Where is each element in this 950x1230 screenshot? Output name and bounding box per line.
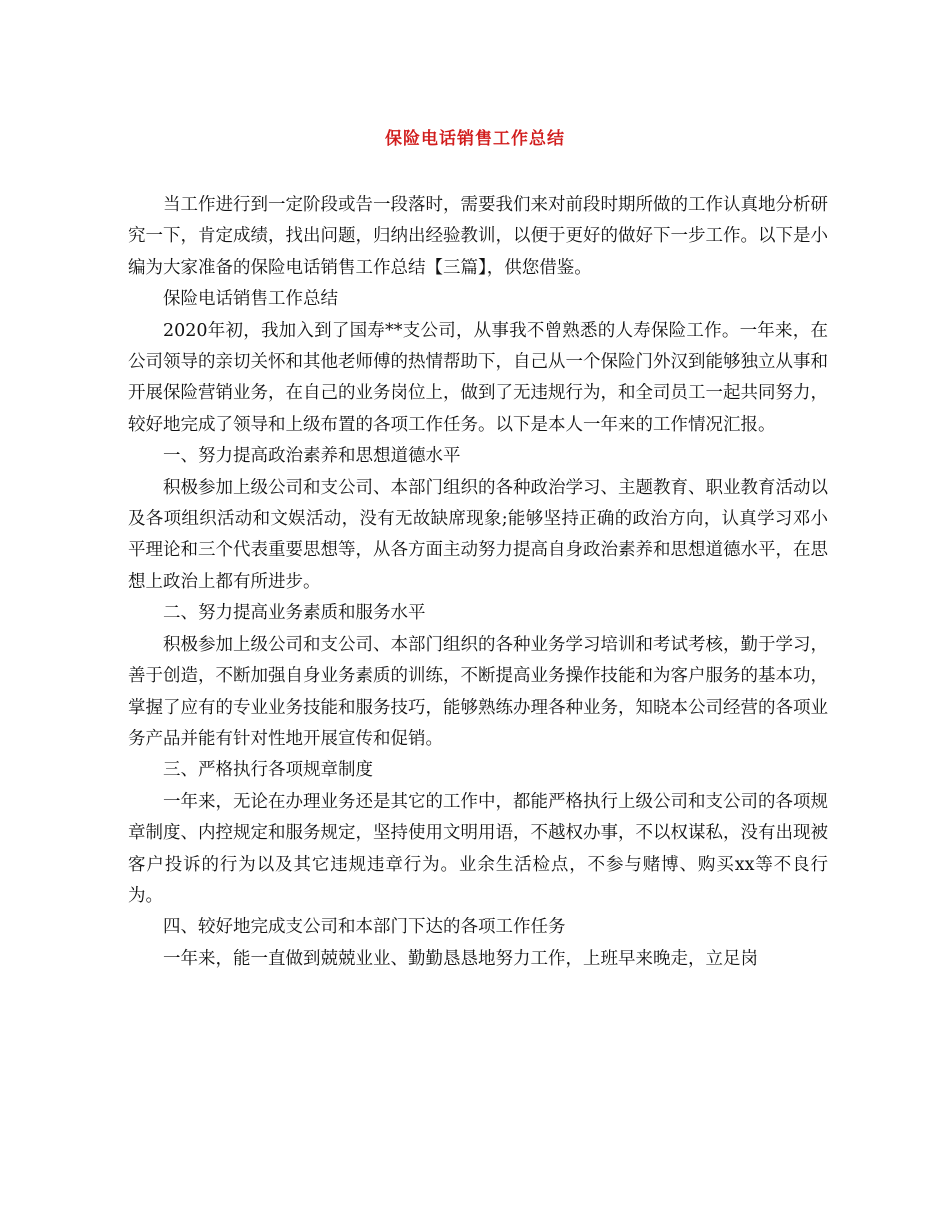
section-heading-4: 四、较好地完成支公司和本部门下达的各项工作任务 [163,917,566,938]
body-paragraph: 一年来，能一直做到兢兢业业、勤勤恳恳地努力工作，上班早来晚走，立足岗 [163,948,758,969]
section-heading-2: 二、努力提高业务素质和服务水平 [163,603,426,624]
body-paragraph: 2020年初，我加入到了国寿**支公司，从事我不曾熟悉的人寿保险工作。一年来，在公司领导的亲切关怀和其他老师傅的热情帮助下，自己从一个保险门外汉到能够独立从事和开展保险营销业务，在自己的业务岗位上，做到了无违规行为，和全司员工一起共同努力，较好地完成了领导和上级布置的各项工作任务。以下是本人一年来的工作情况汇报。 [128,320,828,435]
document-body [128,190,828,975]
intro-paragraph: 当工作进行到一定阶段或告一段落时，需要我们来对前段时期所做的工作认真地分析研究一下，肯定成绩，找出问题，归纳出经验教训，以便于更好的做好下一步工作。以下是小编为大家准备的保险电话销售工作总结【三篇】，供您借鉴。 [128,195,828,278]
section-heading-1: 一、努力提高政治素养和思想道德水平 [163,446,461,467]
subtitle-paragraph: 保险电话销售工作总结 [163,289,338,310]
body-paragraph: 积极参加上级公司和支公司、本部门组织的各种政治学习、主题教育、职业教育活动以及各项组织活动和文娱活动，没有无故缺席现象;能够坚持正确的政治方向，认真学习邓小平理论和三个代表重要思想等，从各方面主动努力提高自身政治素养和思想道德水平，在思想上政治上都有所进步。 [128,477,828,592]
section-heading-3: 三、严格执行各项规章制度 [163,760,373,781]
body-paragraph: 积极参加上级公司和支公司、本部门组织的各种业务学习培训和考试考核，勤于学习，善于创造，不断加强自身业务素质的训练，不断提高业务操作技能和为客户服务的基本功，掌握了应有的专业业务技能和服务技巧，能够熟练办理各种业务，知晓本公司经营的各项业务产品并能有针对性地开展宣传和促销。 [128,634,828,749]
body-paragraph: 一年来，无论在办理业务还是其它的工作中，都能严格执行上级公司和支公司的各项规章制度、内控规定和服务规定，坚持使用文明用语，不越权办事，不以权谋私，没有出现被客户投诉的行为以及其它违规违章行为。业余生活检点，不参与赌博、购买xx等不良行为。 [128,791,828,906]
document-title: 保险电话销售工作总结 [385,129,565,149]
